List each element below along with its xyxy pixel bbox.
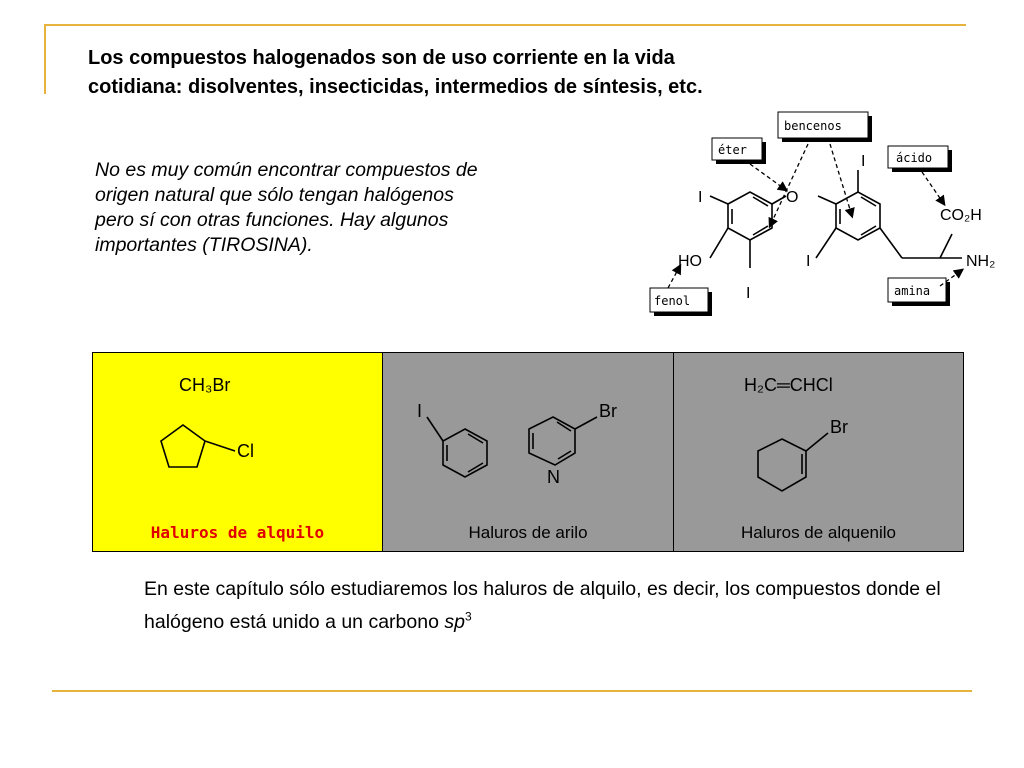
- outro-line-1: En este capítulo sólo estudiaremos los haluros de alquilo, es decir,: [144, 578, 720, 600]
- outro-line-2-text: los compuestos donde el halógeno está unido a un carbono: [144, 578, 941, 633]
- atom-iodine-3: I: [806, 253, 811, 270]
- formula-ch3br: CH₃Br: [179, 375, 231, 395]
- label-fenol: [650, 288, 712, 316]
- cell-alkyl-halides: [93, 353, 383, 551]
- intro-line-4: importantes (TIROSINA).: [95, 234, 313, 256]
- arrow-acido: [922, 172, 944, 204]
- arrow-fenol: [668, 266, 680, 288]
- arrow-eter: [750, 164, 786, 190]
- atom-iodine-2: I: [861, 153, 866, 170]
- cell-aryl-halides: [383, 353, 674, 551]
- outro-sup: 3: [464, 609, 472, 623]
- substituent-cl: Cl: [237, 441, 254, 461]
- svg-text:éter: éter: [718, 143, 747, 157]
- caption-alkenyl: Haluros de alquenilo: [741, 523, 896, 542]
- arrow-bencenos-left: [770, 144, 808, 226]
- left-rule: [44, 24, 46, 94]
- iodobenzene-ring: [427, 417, 487, 477]
- bottom-rule: [52, 690, 972, 692]
- pyridine-nitrogen: N: [547, 467, 560, 487]
- intro-line-3: pero sí con otras funciones. Hay algunos: [95, 209, 449, 231]
- arrow-bencenos-right: [830, 144, 852, 216]
- conclusion-text: [144, 576, 944, 636]
- molecule-bonds: [710, 170, 962, 268]
- alkenyl-structures: [674, 353, 963, 513]
- svg-text:fenol: fenol: [654, 294, 691, 308]
- halide-table: [92, 352, 964, 552]
- label-amina: [888, 278, 950, 306]
- outro-sp: sp: [444, 610, 465, 633]
- title-line-1: Los compuestos halogenados son de uso corriente en la vida: [88, 47, 675, 69]
- top-rule: [44, 24, 966, 26]
- intro-line-2: origen natural que sólo tengan halógenos: [95, 184, 454, 206]
- aryl-bromo: Br: [599, 401, 617, 421]
- svg-text:ácido: ácido: [896, 151, 933, 165]
- caption-aryl: Haluros de arilo: [468, 523, 588, 542]
- atom-iodine-1: I: [698, 189, 703, 206]
- svg-text:bencenos: bencenos: [784, 119, 842, 133]
- atom-amine: NH₂: [966, 253, 996, 270]
- alkenyl-bromo: Br: [830, 417, 848, 437]
- intro-line-1: No es muy común encontrar compuestos de: [95, 159, 478, 181]
- cyclopentane-ring: [161, 425, 235, 467]
- label-acido: [888, 146, 952, 172]
- aryl-structures: [383, 353, 674, 513]
- intro-text: [95, 158, 615, 258]
- bromopyridine-ring: [529, 417, 597, 465]
- label-bencenos: [778, 112, 872, 142]
- svg-text:amina: amina: [894, 284, 931, 298]
- atom-carboxyl: CO₂H: [940, 207, 982, 224]
- label-eter: [712, 138, 766, 164]
- title-line-2: cotidiana: disolventes, insecticidas, intermedios de síntesis, etc.: [88, 76, 703, 98]
- atom-hydroxyl: HO: [678, 253, 702, 270]
- slide-title: [88, 44, 908, 102]
- cell-alkenyl-halides: [674, 353, 963, 551]
- alkyl-structures: [93, 353, 383, 513]
- formula-vinyl-chloride: H₂C═CHCl: [744, 375, 833, 395]
- bromocyclohexene-ring: [758, 433, 828, 491]
- tyrosine-diagram: [640, 108, 996, 326]
- atom-oxygen: O: [786, 189, 799, 206]
- aryl-iodo: I: [417, 401, 423, 421]
- atom-iodine-4: I: [746, 285, 751, 302]
- caption-alkyl: Haluros de alquilo: [150, 523, 325, 542]
